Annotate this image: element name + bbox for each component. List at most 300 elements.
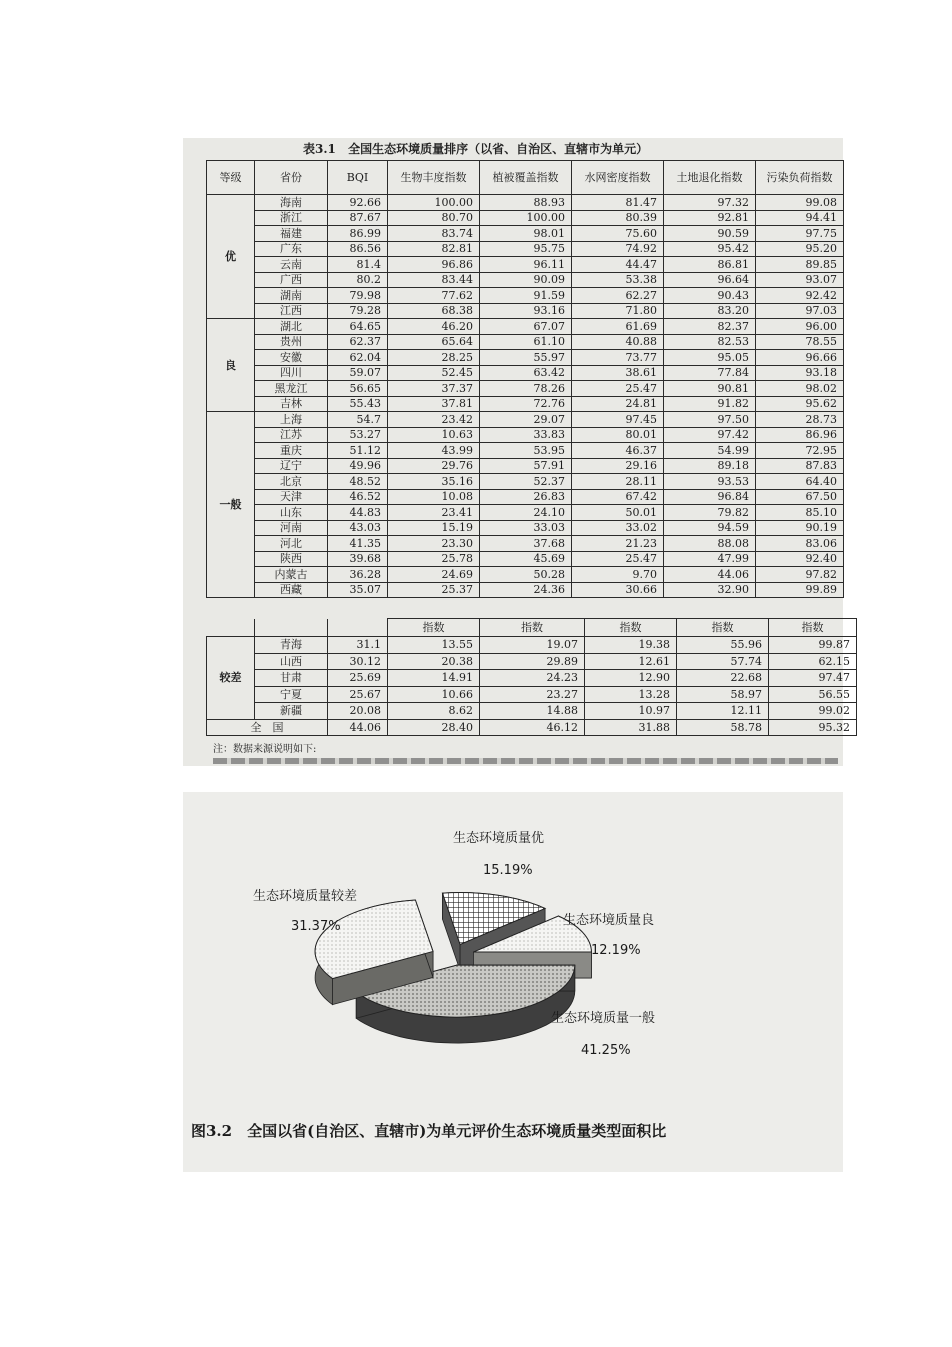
label-excellent: 生态环境质量优 [453, 831, 545, 846]
value-cell: 99.02 [769, 703, 857, 720]
value-cell: 86.96 [756, 427, 844, 443]
value-cell: 9.70 [572, 567, 664, 583]
province-cell: 新疆 [255, 703, 328, 720]
province-cell: 湖北 [255, 319, 328, 335]
value-cell: 97.50 [664, 412, 756, 428]
value-cell: 22.68 [677, 670, 769, 687]
table-body [207, 195, 844, 598]
value-cell: 37.68 [480, 536, 572, 552]
national-label: 全 国 [207, 719, 328, 736]
table-row [207, 686, 857, 703]
value-cell: 95.20 [756, 241, 844, 257]
value-cell: 97.47 [769, 670, 857, 687]
value-cell: 43.99 [388, 443, 480, 459]
value-cell: 23.27 [480, 686, 585, 703]
value-cell: 15.19 [388, 520, 480, 536]
value-cell: 87.67 [328, 210, 388, 226]
value-cell: 53.38 [572, 272, 664, 288]
table-row [207, 288, 844, 304]
table-row [207, 637, 857, 654]
value-cell: 92.66 [328, 195, 388, 211]
header-biodiversity: 生物丰度指数 [388, 161, 480, 195]
value-cell: 36.28 [328, 567, 388, 583]
province-cell: 宁夏 [255, 686, 328, 703]
table-row [207, 670, 857, 687]
figure-caption: 图3.2 全国以省(自治区、直辖市)为单元评价生态环境质量类型面积比 [191, 1122, 667, 1140]
province-cell: 甘肃 [255, 670, 328, 687]
value-cell: 75.60 [572, 226, 664, 242]
quality-ranking-table [206, 160, 844, 598]
chart-scan [183, 792, 843, 1172]
table-row [207, 582, 844, 598]
province-cell: 广西 [255, 272, 328, 288]
value-cell: 8.62 [388, 703, 480, 720]
value-cell: 24.81 [572, 396, 664, 412]
table-row [207, 241, 844, 257]
value-cell: 88.08 [664, 536, 756, 552]
table-row [207, 195, 844, 211]
table-number: 表3.1 [303, 142, 336, 156]
value-cell: 100.00 [480, 210, 572, 226]
value-cell: 28.40 [388, 719, 480, 736]
value-cell: 97.03 [756, 303, 844, 319]
value-cell: 55.43 [328, 396, 388, 412]
table-row [207, 396, 844, 412]
value-cell: 80.39 [572, 210, 664, 226]
province-cell: 山东 [255, 505, 328, 521]
value-cell: 93.53 [664, 474, 756, 490]
value-cell: 80.70 [388, 210, 480, 226]
value-cell: 24.10 [480, 505, 572, 521]
table-row [207, 474, 844, 490]
table-row [207, 226, 844, 242]
value-cell: 72.95 [756, 443, 844, 459]
table-row [207, 443, 844, 459]
value-cell: 62.15 [769, 653, 857, 670]
province-cell: 浙江 [255, 210, 328, 226]
table-row [207, 412, 844, 428]
province-cell: 海南 [255, 195, 328, 211]
value-cell: 48.52 [328, 474, 388, 490]
province-cell: 河南 [255, 520, 328, 536]
table-row [207, 257, 844, 273]
value-cell: 93.18 [756, 365, 844, 381]
value-cell: 46.37 [572, 443, 664, 459]
value-cell: 53.95 [480, 443, 572, 459]
header-land: 土地退化指数 [664, 161, 756, 195]
province-cell: 广东 [255, 241, 328, 257]
table-row [207, 505, 844, 521]
label-good: 生态环境质量良 [563, 913, 655, 928]
value-cell: 98.02 [756, 381, 844, 397]
value-cell: 61.10 [480, 334, 572, 350]
value-cell: 43.03 [328, 520, 388, 536]
blank-cell [207, 619, 255, 637]
value-cell: 90.59 [664, 226, 756, 242]
national-row [207, 719, 857, 736]
value-cell: 62.27 [572, 288, 664, 304]
value-cell: 80.2 [328, 272, 388, 288]
note-text-line [213, 758, 838, 764]
value-cell: 95.42 [664, 241, 756, 257]
table-row [207, 210, 844, 226]
value-cell: 29.07 [480, 412, 572, 428]
grade-cell: 优 [207, 195, 255, 319]
value-cell: 29.89 [480, 653, 585, 670]
value-cell: 74.92 [572, 241, 664, 257]
value-cell: 77.84 [664, 365, 756, 381]
province-cell: 黑龙江 [255, 381, 328, 397]
province-cell: 北京 [255, 474, 328, 490]
value-cell: 39.68 [328, 551, 388, 567]
value-cell: 100.00 [388, 195, 480, 211]
value-cell: 67.07 [480, 319, 572, 335]
table-title [303, 140, 823, 158]
table-row [207, 536, 844, 552]
value-poor: 31.37% [291, 919, 341, 934]
value-cell: 80.01 [572, 427, 664, 443]
value-cell: 41.35 [328, 536, 388, 552]
value-cell: 29.76 [388, 458, 480, 474]
value-cell: 87.83 [756, 458, 844, 474]
value-cell: 83.44 [388, 272, 480, 288]
province-cell: 贵州 [255, 334, 328, 350]
value-cell: 54.99 [664, 443, 756, 459]
value-cell: 79.98 [328, 288, 388, 304]
header-province: 省份 [255, 161, 328, 195]
value-cell: 95.75 [480, 241, 572, 257]
value-cell: 65.64 [388, 334, 480, 350]
value-cell: 50.28 [480, 567, 572, 583]
province-cell: 西藏 [255, 582, 328, 598]
value-cell: 83.06 [756, 536, 844, 552]
value-cell: 12.61 [585, 653, 677, 670]
value-cell: 55.97 [480, 350, 572, 366]
table-row [207, 319, 844, 335]
value-cell: 44.06 [664, 567, 756, 583]
value-cell: 58.97 [677, 686, 769, 703]
value-cell: 94.59 [664, 520, 756, 536]
value-cell: 79.28 [328, 303, 388, 319]
value-cell: 19.07 [480, 637, 585, 654]
value-cell: 10.63 [388, 427, 480, 443]
value-cell: 82.53 [664, 334, 756, 350]
value-cell: 25.47 [572, 381, 664, 397]
value-cell: 54.7 [328, 412, 388, 428]
value-cell: 72.76 [480, 396, 572, 412]
table-row [207, 703, 857, 720]
value-excellent: 15.19% [483, 863, 533, 878]
table-row [207, 567, 844, 583]
value-cell: 99.08 [756, 195, 844, 211]
value-cell: 93.16 [480, 303, 572, 319]
value-cell: 96.64 [664, 272, 756, 288]
value-cell: 26.83 [480, 489, 572, 505]
pie-chart [183, 792, 843, 1172]
value-cell: 23.41 [388, 505, 480, 521]
value-cell: 86.56 [328, 241, 388, 257]
value-cell: 89.85 [756, 257, 844, 273]
province-cell: 云南 [255, 257, 328, 273]
blank-cell [328, 619, 388, 637]
value-cell: 62.04 [328, 350, 388, 366]
value-cell: 92.81 [664, 210, 756, 226]
value-cell: 62.37 [328, 334, 388, 350]
province-cell: 山西 [255, 653, 328, 670]
value-cell: 25.67 [328, 686, 388, 703]
value-cell: 46.20 [388, 319, 480, 335]
province-cell: 辽宁 [255, 458, 328, 474]
value-cell: 24.36 [480, 582, 572, 598]
value-cell: 33.02 [572, 520, 664, 536]
value-cell: 31.1 [328, 637, 388, 654]
grade-cell: 较差 [207, 637, 255, 720]
province-cell: 江西 [255, 303, 328, 319]
table-row [207, 489, 844, 505]
value-cell: 35.16 [388, 474, 480, 490]
province-cell: 福建 [255, 226, 328, 242]
value-cell: 68.38 [388, 303, 480, 319]
province-cell: 湖南 [255, 288, 328, 304]
lower-header-row [207, 619, 857, 637]
blank-cell [255, 619, 328, 637]
value-cell: 98.01 [480, 226, 572, 242]
table-row [207, 551, 844, 567]
value-cell: 81.47 [572, 195, 664, 211]
value-cell: 77.62 [388, 288, 480, 304]
value-cell: 88.93 [480, 195, 572, 211]
pie-slices [315, 893, 591, 1044]
value-cell: 46.12 [480, 719, 585, 736]
value-cell: 89.18 [664, 458, 756, 474]
value-cell: 96.86 [388, 257, 480, 273]
value-cell: 14.88 [480, 703, 585, 720]
value-cell: 30.66 [572, 582, 664, 598]
value-cell: 44.83 [328, 505, 388, 521]
value-cell: 50.01 [572, 505, 664, 521]
value-cell: 63.42 [480, 365, 572, 381]
value-cell: 97.82 [756, 567, 844, 583]
lower-header-cell: 指数 [677, 619, 769, 637]
value-cell: 44.47 [572, 257, 664, 273]
value-cell: 30.12 [328, 653, 388, 670]
province-cell: 河北 [255, 536, 328, 552]
value-cell: 31.88 [585, 719, 677, 736]
value-cell: 45.69 [480, 551, 572, 567]
poor-quality-table [206, 618, 857, 736]
value-cell: 97.32 [664, 195, 756, 211]
table-row [207, 365, 844, 381]
value-cell: 44.06 [328, 719, 388, 736]
grade-cell: 一般 [207, 412, 255, 598]
lower-header-cell: 指数 [585, 619, 677, 637]
table-row [207, 272, 844, 288]
value-cell: 90.81 [664, 381, 756, 397]
value-cell: 10.97 [585, 703, 677, 720]
value-cell: 24.23 [480, 670, 585, 687]
table-row [207, 520, 844, 536]
value-cell: 28.73 [756, 412, 844, 428]
province-cell: 陕西 [255, 551, 328, 567]
value-general: 41.25% [581, 1043, 631, 1058]
value-cell: 56.65 [328, 381, 388, 397]
table-header-row [207, 161, 844, 195]
province-cell: 天津 [255, 489, 328, 505]
value-cell: 97.75 [756, 226, 844, 242]
province-cell: 重庆 [255, 443, 328, 459]
value-cell: 37.37 [388, 381, 480, 397]
value-cell: 52.37 [480, 474, 572, 490]
value-cell: 37.81 [388, 396, 480, 412]
value-cell: 61.69 [572, 319, 664, 335]
value-cell: 19.38 [585, 637, 677, 654]
value-cell: 46.52 [328, 489, 388, 505]
value-cell: 21.23 [572, 536, 664, 552]
table-scan [183, 138, 850, 766]
value-cell: 32.90 [664, 582, 756, 598]
value-cell: 86.99 [328, 226, 388, 242]
table-title-text: 全国生态环境质量排序（以省、自治区、直辖市为单元） [348, 142, 649, 156]
province-cell: 吉林 [255, 396, 328, 412]
province-cell: 江苏 [255, 427, 328, 443]
value-cell: 91.82 [664, 396, 756, 412]
value-cell: 90.19 [756, 520, 844, 536]
value-cell: 96.00 [756, 319, 844, 335]
table-row [207, 458, 844, 474]
value-cell: 95.62 [756, 396, 844, 412]
value-cell: 93.07 [756, 272, 844, 288]
value-cell: 56.55 [769, 686, 857, 703]
table-row [207, 334, 844, 350]
value-cell: 97.42 [664, 427, 756, 443]
header-pollution: 污染负荷指数 [756, 161, 844, 195]
province-cell: 青海 [255, 637, 328, 654]
value-cell: 10.08 [388, 489, 480, 505]
value-cell: 20.08 [328, 703, 388, 720]
value-cell: 90.09 [480, 272, 572, 288]
value-cell: 10.66 [388, 686, 480, 703]
value-good: 12.19% [591, 943, 641, 958]
value-cell: 28.11 [572, 474, 664, 490]
value-cell: 94.41 [756, 210, 844, 226]
label-general: 生态环境质量一般 [551, 1011, 656, 1026]
province-cell: 上海 [255, 412, 328, 428]
value-cell: 95.32 [769, 719, 857, 736]
value-cell: 40.88 [572, 334, 664, 350]
value-cell: 20.38 [388, 653, 480, 670]
table-row [207, 381, 844, 397]
value-cell: 57.91 [480, 458, 572, 474]
value-cell: 83.20 [664, 303, 756, 319]
header-grade: 等级 [207, 161, 255, 195]
value-cell: 78.26 [480, 381, 572, 397]
province-cell: 安徽 [255, 350, 328, 366]
header-vegetation: 植被覆盖指数 [480, 161, 572, 195]
value-cell: 81.4 [328, 257, 388, 273]
value-cell: 33.03 [480, 520, 572, 536]
grade-cell: 良 [207, 319, 255, 412]
value-cell: 91.59 [480, 288, 572, 304]
value-cell: 13.55 [388, 637, 480, 654]
value-cell: 96.66 [756, 350, 844, 366]
province-cell: 四川 [255, 365, 328, 381]
value-cell: 25.69 [328, 670, 388, 687]
lower-header-cell: 指数 [388, 619, 480, 637]
value-cell: 25.37 [388, 582, 480, 598]
value-cell: 12.90 [585, 670, 677, 687]
value-cell: 73.77 [572, 350, 664, 366]
value-cell: 59.07 [328, 365, 388, 381]
header-bqi: BQI [328, 161, 388, 195]
table-row [207, 427, 844, 443]
value-cell: 96.84 [664, 489, 756, 505]
value-cell: 49.96 [328, 458, 388, 474]
value-cell: 90.43 [664, 288, 756, 304]
value-cell: 82.81 [388, 241, 480, 257]
value-cell: 64.65 [328, 319, 388, 335]
value-cell: 95.05 [664, 350, 756, 366]
value-cell: 29.16 [572, 458, 664, 474]
value-cell: 97.45 [572, 412, 664, 428]
lower-header-cell: 指数 [480, 619, 585, 637]
value-cell: 92.40 [756, 551, 844, 567]
value-cell: 99.87 [769, 637, 857, 654]
value-cell: 58.78 [677, 719, 769, 736]
value-cell: 33.83 [480, 427, 572, 443]
label-poor: 生态环境质量较差 [253, 889, 358, 904]
value-cell: 47.99 [664, 551, 756, 567]
value-cell: 82.37 [664, 319, 756, 335]
value-cell: 25.78 [388, 551, 480, 567]
value-cell: 14.91 [388, 670, 480, 687]
value-cell: 53.27 [328, 427, 388, 443]
value-cell: 13.28 [585, 686, 677, 703]
value-cell: 23.30 [388, 536, 480, 552]
value-cell: 67.42 [572, 489, 664, 505]
value-cell: 52.45 [388, 365, 480, 381]
value-cell: 99.89 [756, 582, 844, 598]
table-note: 注：数据来源说明如下: [213, 744, 317, 755]
value-cell: 57.74 [677, 653, 769, 670]
value-cell: 23.42 [388, 412, 480, 428]
table-row [207, 350, 844, 366]
table-row [207, 303, 844, 319]
value-cell: 83.74 [388, 226, 480, 242]
value-cell: 92.42 [756, 288, 844, 304]
poor-table-body [207, 619, 857, 736]
table-row [207, 653, 857, 670]
header-water: 水网密度指数 [572, 161, 664, 195]
province-cell: 内蒙古 [255, 567, 328, 583]
value-cell: 79.82 [664, 505, 756, 521]
value-cell: 86.81 [664, 257, 756, 273]
value-cell: 71.80 [572, 303, 664, 319]
value-cell: 51.12 [328, 443, 388, 459]
value-cell: 67.50 [756, 489, 844, 505]
value-cell: 85.10 [756, 505, 844, 521]
lower-header-cell: 指数 [769, 619, 857, 637]
value-cell: 38.61 [572, 365, 664, 381]
value-cell: 12.11 [677, 703, 769, 720]
value-cell: 24.69 [388, 567, 480, 583]
value-cell: 35.07 [328, 582, 388, 598]
value-cell: 78.55 [756, 334, 844, 350]
value-cell: 28.25 [388, 350, 480, 366]
value-cell: 55.96 [677, 637, 769, 654]
value-cell: 64.40 [756, 474, 844, 490]
value-cell: 25.47 [572, 551, 664, 567]
value-cell: 96.11 [480, 257, 572, 273]
